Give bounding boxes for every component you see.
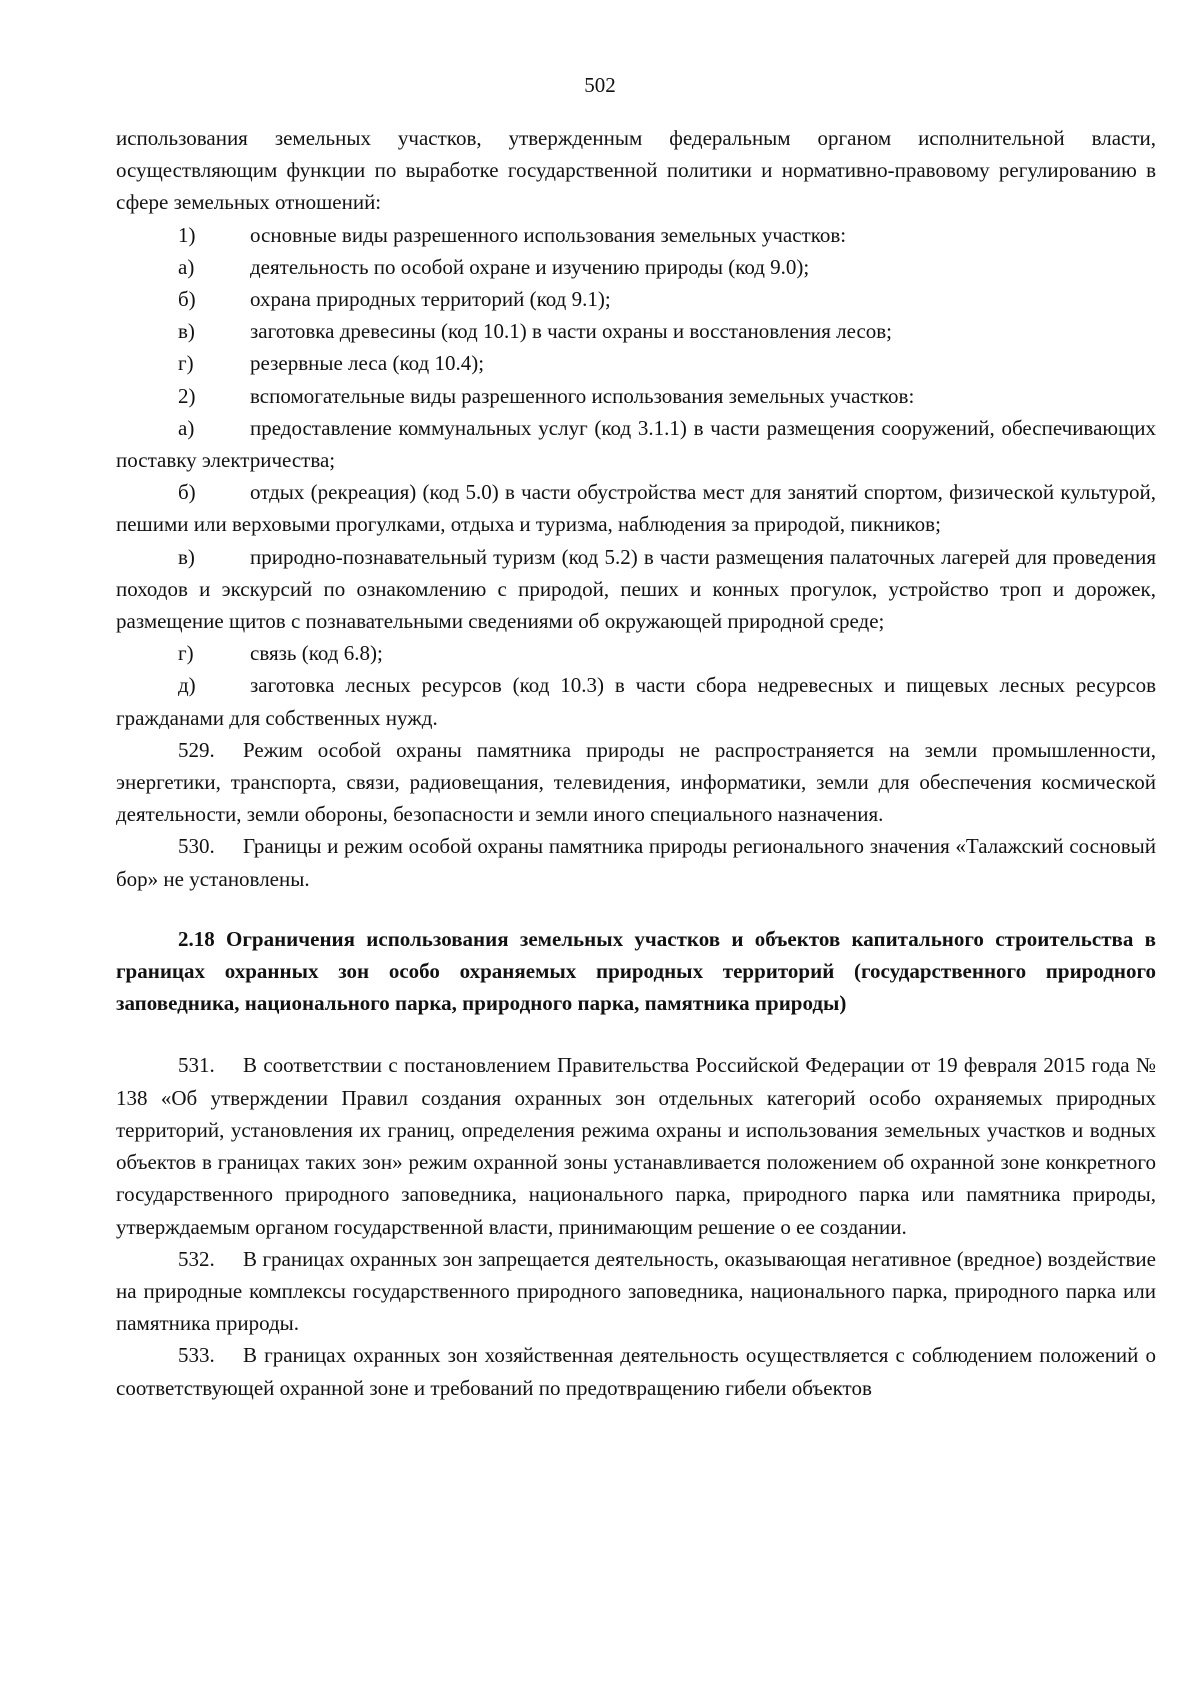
list-text: вспомогательные виды разрешенного использования земельных участков: bbox=[250, 383, 915, 408]
list-item bbox=[116, 476, 1156, 540]
list-item bbox=[116, 669, 1156, 733]
list-marker: г) bbox=[178, 351, 194, 376]
list-item bbox=[116, 219, 1156, 251]
list-item bbox=[116, 251, 1156, 283]
paragraph-text: В границах охранных зон хозяйственная деятельность осуществляется с соблюдением положений о соответствующей охранной зоне и требований по предотвращению гибели объектов bbox=[116, 1343, 1156, 1400]
list-item bbox=[116, 315, 1156, 347]
paragraph-number: 533. bbox=[178, 1343, 215, 1368]
paragraph-text: Границы и режим особой охраны памятника природы регионального значения «Талажский сосновый бор» не установлены. bbox=[116, 834, 1156, 891]
list-text: заготовка лесных ресурсов (код 10.3) в части сбора недревесных и пищевых лесных ресурсов гражданами для собственных нужд. bbox=[116, 673, 1156, 730]
list-marker: 1) bbox=[178, 222, 196, 247]
numbered-paragraph-531 bbox=[116, 1049, 1156, 1242]
paragraph-text: В границах охранных зон запрещается деятельность, оказывающая негативное (вредное) воздействие на природные комплексы государственного природного заповедника, национального парка, природного парка или памятника природы. bbox=[116, 1246, 1156, 1336]
list-marker: а) bbox=[178, 254, 195, 279]
list-marker: 2) bbox=[178, 383, 196, 408]
list-text: отдых (рекреация) (код 5.0) в части обустройства мест для занятий спортом, физической культурой, пешими или верховыми прогулками, отдыха и туризма, наблюдения за природой, пикников; bbox=[116, 480, 1156, 537]
list-text: связь (код 6.8); bbox=[250, 641, 383, 666]
list-item bbox=[116, 412, 1156, 476]
list-item bbox=[116, 283, 1156, 315]
numbered-paragraph-530 bbox=[116, 830, 1156, 894]
list-item bbox=[116, 347, 1156, 379]
list-text: природно-познавательный туризм (код 5.2) в части размещения палаточных лагерей для проведения походов и экскурсий по ознакомлению с природой, пеших и конных прогулок, устройство троп и дорожек, размещение щитов с познавательными сведениями об окружающей природной среде; bbox=[116, 544, 1156, 634]
numbered-paragraph-532 bbox=[116, 1243, 1156, 1340]
paragraph-text: Режим особой охраны памятника природы не распространяется на земли промышленности, энергетики, транспорта, связи, радиовещания, телевидения, информатики, земли для обеспечения космической деятельности, земли обороны, безопасности и земли иного специального назначения. bbox=[116, 737, 1156, 827]
list-marker: б) bbox=[178, 480, 196, 505]
list-item bbox=[116, 637, 1156, 669]
list-marker: в) bbox=[178, 319, 195, 344]
paragraph-number: 531. bbox=[178, 1053, 215, 1078]
list-text: предоставление коммунальных услуг (код 3.1.1) в части размещения сооружений, обеспечивающих поставку электричества; bbox=[116, 415, 1156, 473]
list-text: охрана природных территорий (код 9.1); bbox=[250, 287, 611, 312]
list-item bbox=[116, 380, 1156, 412]
paragraph-number: 530. bbox=[178, 834, 215, 859]
list-marker: а) bbox=[178, 415, 195, 440]
list-item bbox=[116, 541, 1156, 638]
list-text: основные виды разрешенного использования земельных участков: bbox=[250, 222, 847, 247]
list-text: деятельность по особой охране и изучению природы (код 9.0); bbox=[250, 254, 810, 279]
list-marker: г) bbox=[178, 641, 194, 666]
intro-paragraph: использования земельных участков, утвержденным федеральным органом исполнительной власти, осуществляющим функции по выработке государственной политики и нормативно-правовому регулированию в сфере земельных отношений: bbox=[116, 126, 1156, 215]
document-body bbox=[116, 122, 1156, 1404]
paragraph-number: 529. bbox=[178, 737, 215, 762]
paragraph-text: В соответствии с постановлением Правительства Российской Федерации от 19 февраля 2015 года № 138 «Об утверждении Правил создания охранных зон отдельных категорий особо охраняемых природных территорий, установления их границ, определения режима охраны и использования земельных участков и водных объектов в границах таких зон» режим охранной зоны устанавливается положением об охранной зоне конкретного государственного природного заповедника, национального парка, природного парка или памятника природы, утверждаемым органом государственной власти, принимающим решение о ее создании. bbox=[116, 1053, 1156, 1239]
list-marker: б) bbox=[178, 287, 196, 312]
list-text: резервные леса (код 10.4); bbox=[250, 351, 485, 376]
permitted-uses-list bbox=[116, 219, 1156, 734]
paragraph-number: 532. bbox=[178, 1246, 215, 1271]
section-heading: 2.18 Ограничения использования земельных участков и объектов капитального строительства в границах охранных зон особо охраняемых природных территорий (государственного природного заповедника, национального парка, природного парка, памятника природы) bbox=[116, 926, 1156, 1016]
page-number: 502 bbox=[584, 73, 616, 97]
numbered-paragraph-533 bbox=[116, 1339, 1156, 1403]
list-marker: д) bbox=[178, 673, 196, 698]
numbered-paragraph-529 bbox=[116, 734, 1156, 831]
list-marker: в) bbox=[178, 544, 195, 569]
list-text: заготовка древесины (код 10.1) в части охраны и восстановления лесов; bbox=[250, 319, 893, 344]
